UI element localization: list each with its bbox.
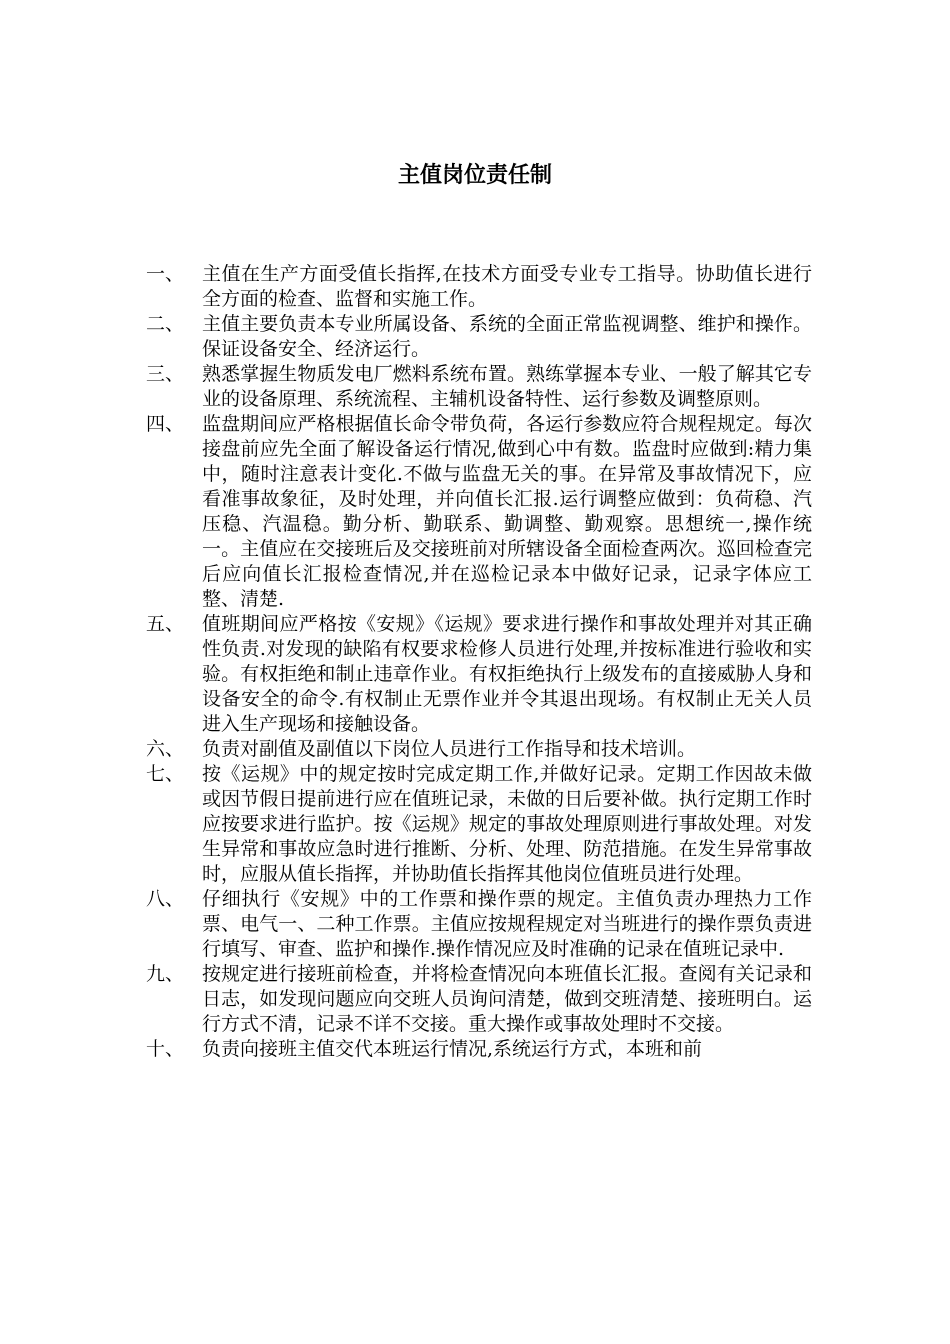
clause-item bbox=[146, 762, 812, 887]
clause-number: 七、 bbox=[146, 763, 185, 785]
clause-text: 监盘期间应严格根据值长命令带负荷，各运行参数应符合规程规定。每次接盘前应先全面了解设备运行情况,做到心中有数。监盘时应做到:精力集中，随时注意表计变化.不做与监盘无关的事。在异常及事故情况下，应看准事故象征，及时处理，并向值长汇报.运行调整应做到：负荷稳、汽压稳、汽温稳。勤分析、勤联系、勤调整、勤观察。思想统一,操作统一。主值应在交接班后及交接班前对所辖设备全面检查两次。巡回检查完后应向值长汇报检查情况,并在巡检记录本中做好记录，记录字体应工整、清楚. bbox=[202, 413, 812, 610]
clause-list bbox=[146, 262, 812, 1062]
clause-number: 六、 bbox=[146, 738, 185, 760]
clause-number: 二、 bbox=[146, 313, 185, 335]
clause-number: 八、 bbox=[146, 888, 185, 910]
clause-item bbox=[146, 362, 812, 412]
clause-text: 仔细执行《安规》中的工作票和操作票的规定。主值负责办理热力工作票、电气一、二种工作票。主值应按规程规定对当班进行的操作票负责进行填写、审查、监护和操作.操作情况应及时准确的记录在值班记录中. bbox=[202, 888, 812, 960]
clause-item bbox=[146, 1037, 812, 1062]
clause-number: 十、 bbox=[146, 1038, 185, 1060]
clause-text: 主值主要负责本专业所属设备、系统的全面正常监视调整、维护和操作。保证设备安全、经济运行。 bbox=[202, 313, 812, 360]
clause-text: 负责对副值及副值以下岗位人员进行工作指导和技术培训。 bbox=[202, 738, 697, 760]
clause-text: 值班期间应严格按《安规》《运规》要求进行操作和事故处理并对其正确性负责.对发现的缺陷有权要求检修人员进行处理,并按标准进行验收和实验。有权拒绝和制止违章作业。有权拒绝执行上级发布的直接威胁人身和设备安全的命令.有权制止无票作业并令其退出现场。有权制止无关人员进入生产现场和接触设备。 bbox=[202, 613, 812, 735]
clause-text: 熟悉掌握生物质发电厂燃料系统布置。熟练掌握本专业、一般了解其它专业的设备原理、系统流程、主辅机设备特性、运行参数及调整原则。 bbox=[202, 363, 812, 410]
clause-item bbox=[146, 737, 812, 762]
clause-number: 五、 bbox=[146, 613, 185, 635]
clause-number: 一、 bbox=[146, 263, 185, 285]
clause-text: 按规定进行接班前检查，并将检查情况向本班值长汇报。查阅有关记录和日志，如发现问题应向交班人员询问清楚，做到交班清楚、接班明白。运行方式不清，记录不详不交接。重大操作或事故处理时不交接。 bbox=[202, 963, 812, 1035]
clause-item bbox=[146, 612, 812, 737]
clause-item bbox=[146, 312, 812, 362]
clause-number: 三、 bbox=[146, 363, 185, 385]
clause-item bbox=[146, 412, 812, 612]
clause-text: 负责向接班主值交代本班运行情况,系统运行方式，本班和前 bbox=[202, 1038, 703, 1060]
clause-number: 九、 bbox=[146, 963, 185, 985]
page-title: 主值岗位责任制 bbox=[397, 163, 552, 188]
clause-text: 按《运规》中的规定按时完成定期工作,并做好记录。定期工作因故未做或因节假日提前进行应在值班记录，未做的日后要补做。执行定期工作时应按要求进行监护。按《运规》规定的事故处理原则进行事故处理。对发生异常和事故应急时进行推断、分析、处理、防范措施。在发生异常事故时，应服从值长指挥，并协助值长指挥其他岗位值班员进行处理。 bbox=[202, 763, 812, 885]
clause-item bbox=[146, 962, 812, 1037]
clause-number: 四、 bbox=[146, 413, 185, 435]
clause-text: 主值在生产方面受值长指挥,在技术方面受专业专工指导。协助值长进行全方面的检查、监督和实施工作。 bbox=[202, 263, 812, 310]
clause-item bbox=[146, 887, 812, 962]
clause-item bbox=[146, 262, 812, 312]
